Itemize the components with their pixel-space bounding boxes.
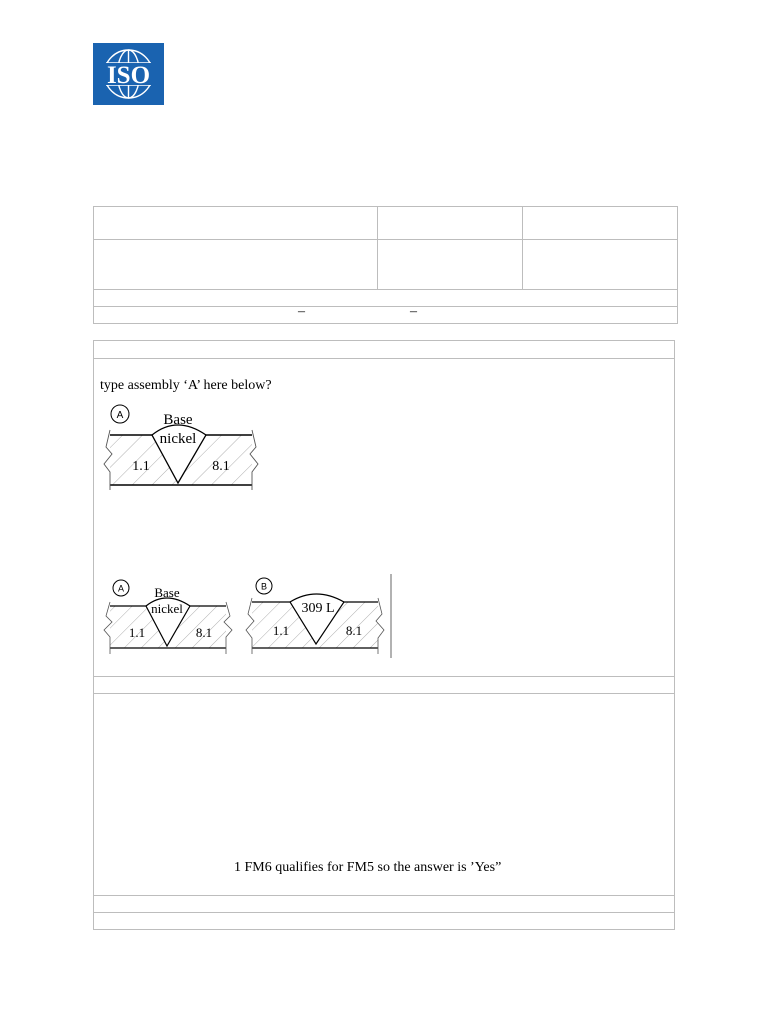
figure-1-right-material: 8.1 <box>212 459 230 474</box>
figure-1-label-fill: nickel <box>159 431 197 447</box>
question-table-divider <box>93 693 675 694</box>
header-dash-2: – <box>410 304 417 319</box>
figure-2a-circle-label: A <box>117 583 125 594</box>
figure-1-label-top: Base <box>163 412 193 428</box>
iso-logo <box>93 43 164 105</box>
iso-logo-text: ISO <box>106 62 151 89</box>
figure-2a-right-material: 8.1 <box>195 625 213 640</box>
question-prompt: type assembly ‘A’ here below? <box>100 378 272 393</box>
header-dash-1: – <box>298 304 305 319</box>
question-table-divider <box>93 676 675 677</box>
weld-figure-assembly-b <box>240 574 394 660</box>
figure-2b-label-fill: 309 L <box>301 601 335 616</box>
figure-1-circle-label: A <box>116 410 124 421</box>
question-table-divider <box>93 895 675 896</box>
figure-2b-right-material: 8.1 <box>345 623 363 638</box>
figure-2a-label-top: Base <box>154 585 180 600</box>
header-table-column-divider <box>522 206 523 289</box>
question-table-divider <box>93 912 675 913</box>
figure-1-left-material: 1.1 <box>132 459 150 474</box>
weld-figure-assembly-a-small <box>96 574 236 660</box>
header-table-divider <box>93 239 678 240</box>
question-table-divider <box>93 358 675 359</box>
answer-text: 1 FM6 qualifies for FM5 so the answer is ’Yes” <box>234 860 502 875</box>
figure-2a-label-fill: nickel <box>151 601 183 616</box>
figure-2b-left-material: 1.1 <box>272 623 290 638</box>
header-table-divider <box>93 289 678 290</box>
header-table-divider <box>93 306 678 307</box>
weld-figure-assembly-a <box>96 402 266 496</box>
figure-2b-circle-label: B <box>260 581 268 592</box>
header-table-column-divider <box>377 206 378 289</box>
figure-2a-left-material: 1.1 <box>128 625 146 640</box>
